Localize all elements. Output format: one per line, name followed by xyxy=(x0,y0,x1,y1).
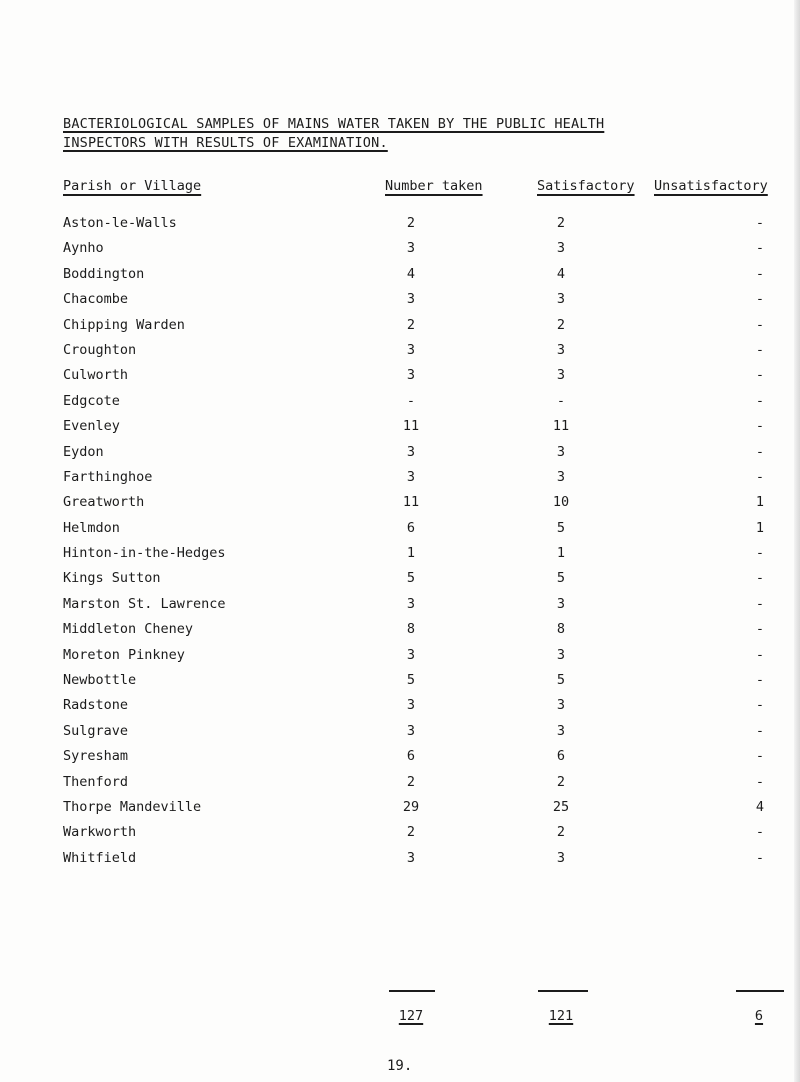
place-name: Chipping Warden xyxy=(63,316,185,333)
unsatisfactory-cell: 4 xyxy=(755,798,765,815)
table-row xyxy=(0,291,800,316)
satisfactory-cell: 3 xyxy=(556,849,566,866)
table-row xyxy=(0,799,800,824)
place-name: Chacombe xyxy=(63,291,129,308)
number-taken-cell: 3 xyxy=(406,341,416,358)
satisfactory-cell: 2 xyxy=(556,824,566,841)
document-title-line-1: BACTERIOLOGICAL SAMPLES OF MAINS WATER TAKEN BY THE PUBLIC HEALTH xyxy=(63,116,605,132)
satisfactory-cell: 6 xyxy=(556,748,566,765)
table-row xyxy=(0,697,800,722)
table-row xyxy=(0,824,800,849)
column-header-parish: Parish or Village xyxy=(63,178,202,194)
total-rule-satisfactory xyxy=(538,990,588,992)
satisfactory-cell: 8 xyxy=(556,621,566,638)
number-taken-cell: 3 xyxy=(406,722,416,739)
satisfactory-cell: 3 xyxy=(556,240,566,257)
number-taken-cell: 3 xyxy=(406,849,416,866)
place-name: Edgcote xyxy=(63,392,120,409)
unsatisfactory-cell: - xyxy=(755,341,765,358)
number-taken-cell: 3 xyxy=(406,697,416,714)
table-row xyxy=(0,342,800,367)
table-row xyxy=(0,494,800,519)
number-taken-cell: 5 xyxy=(406,570,416,587)
unsatisfactory-cell: - xyxy=(755,316,765,333)
table-row xyxy=(0,469,800,494)
document-title-line-2: INSPECTORS WITH RESULTS OF EXAMINATION. xyxy=(63,135,388,151)
unsatisfactory-cell: 1 xyxy=(755,519,765,536)
place-name: Greatworth xyxy=(63,494,145,511)
table-row xyxy=(0,367,800,392)
unsatisfactory-cell: - xyxy=(755,672,765,689)
place-name: Croughton xyxy=(63,341,137,358)
number-taken-cell: 3 xyxy=(406,367,416,384)
number-taken-cell: - xyxy=(406,392,416,409)
number-taken-cell: 2 xyxy=(406,215,416,231)
number-taken-cell: 2 xyxy=(406,824,416,841)
unsatisfactory-cell: - xyxy=(755,215,765,231)
table-row xyxy=(0,444,800,469)
column-header-unsatisfactory: Unsatisfactory xyxy=(654,178,768,194)
table-row xyxy=(0,266,800,291)
satisfactory-cell: - xyxy=(556,392,566,409)
place-name: Aynho xyxy=(63,240,104,257)
place-name: Culworth xyxy=(63,367,129,384)
satisfactory-cell: 5 xyxy=(556,519,566,536)
place-name: Eydon xyxy=(63,443,104,460)
unsatisfactory-cell: - xyxy=(755,468,765,485)
unsatisfactory-cell: 1 xyxy=(755,494,765,511)
satisfactory-cell: 3 xyxy=(556,595,566,612)
satisfactory-cell: 3 xyxy=(556,341,566,358)
number-taken-cell: 3 xyxy=(406,240,416,257)
number-taken-cell: 3 xyxy=(406,646,416,663)
place-name: Middleton Cheney xyxy=(63,621,194,638)
place-name: Newbottle xyxy=(63,672,137,689)
number-taken-cell: 6 xyxy=(406,519,416,536)
table-row xyxy=(0,418,800,443)
table-row xyxy=(0,748,800,773)
total-rule-unsatisfactory xyxy=(736,990,784,992)
satisfactory-cell: 2 xyxy=(556,215,566,231)
number-taken-cell: 6 xyxy=(406,748,416,765)
satisfactory-cell: 10 xyxy=(552,494,570,511)
place-name: Radstone xyxy=(63,697,129,714)
number-taken-cell: 29 xyxy=(402,798,420,815)
satisfactory-cell: 11 xyxy=(552,418,570,435)
satisfactory-cell: 3 xyxy=(556,646,566,663)
place-name: Evenley xyxy=(63,418,120,435)
total-satisfactory: 121 xyxy=(548,1008,574,1024)
place-name: Thenford xyxy=(63,773,129,790)
total-rule-number xyxy=(389,990,435,992)
number-taken-cell: 11 xyxy=(402,494,420,511)
total-number-taken: 127 xyxy=(398,1008,424,1024)
unsatisfactory-cell: - xyxy=(755,595,765,612)
results-table-body xyxy=(0,215,800,875)
satisfactory-cell: 3 xyxy=(556,367,566,384)
satisfactory-cell: 5 xyxy=(556,570,566,587)
satisfactory-cell: 1 xyxy=(556,545,566,562)
unsatisfactory-cell: - xyxy=(755,443,765,460)
number-taken-cell: 11 xyxy=(402,418,420,435)
satisfactory-cell: 2 xyxy=(556,316,566,333)
unsatisfactory-cell: - xyxy=(755,646,765,663)
place-name: Hinton-in-the-Hedges xyxy=(63,545,226,562)
unsatisfactory-cell: - xyxy=(755,849,765,866)
table-row xyxy=(0,317,800,342)
unsatisfactory-cell: - xyxy=(755,621,765,638)
satisfactory-cell: 2 xyxy=(556,773,566,790)
number-taken-cell: 2 xyxy=(406,773,416,790)
unsatisfactory-cell: - xyxy=(755,570,765,587)
unsatisfactory-cell: - xyxy=(755,697,765,714)
number-taken-cell: 8 xyxy=(406,621,416,638)
unsatisfactory-cell: - xyxy=(755,240,765,257)
place-name: Whitfield xyxy=(63,849,137,866)
column-header-number-taken: Number taken xyxy=(385,178,483,194)
satisfactory-cell: 5 xyxy=(556,672,566,689)
place-name: Warkworth xyxy=(63,824,137,841)
place-name: Moreton Pinkney xyxy=(63,646,185,663)
table-row xyxy=(0,520,800,545)
place-name: Boddington xyxy=(63,265,145,282)
satisfactory-cell: 3 xyxy=(556,722,566,739)
unsatisfactory-cell: - xyxy=(755,773,765,790)
number-taken-cell: 3 xyxy=(406,595,416,612)
unsatisfactory-cell: - xyxy=(755,722,765,739)
satisfactory-cell: 3 xyxy=(556,291,566,308)
unsatisfactory-cell: - xyxy=(755,545,765,562)
table-row xyxy=(0,545,800,570)
number-taken-cell: 3 xyxy=(406,468,416,485)
satisfactory-cell: 3 xyxy=(556,697,566,714)
number-taken-cell: 3 xyxy=(406,291,416,308)
number-taken-cell: 3 xyxy=(406,443,416,460)
unsatisfactory-cell: - xyxy=(755,824,765,841)
number-taken-cell: 2 xyxy=(406,316,416,333)
unsatisfactory-cell: - xyxy=(755,748,765,765)
satisfactory-cell: 4 xyxy=(556,265,566,282)
place-name: Aston-le-Walls xyxy=(63,215,177,231)
table-row xyxy=(0,240,800,265)
table-row xyxy=(0,621,800,646)
table-row xyxy=(0,672,800,697)
unsatisfactory-cell: - xyxy=(755,291,765,308)
satisfactory-cell: 25 xyxy=(552,798,570,815)
place-name: Marston St. Lawrence xyxy=(63,595,226,612)
unsatisfactory-cell: - xyxy=(755,392,765,409)
table-row xyxy=(0,570,800,595)
table-row xyxy=(0,596,800,621)
table-row xyxy=(0,850,800,875)
place-name: Farthinghoe xyxy=(63,468,153,485)
table-row xyxy=(0,393,800,418)
place-name: Sulgrave xyxy=(63,722,129,739)
unsatisfactory-cell: - xyxy=(755,367,765,384)
number-taken-cell: 5 xyxy=(406,672,416,689)
number-taken-cell: 4 xyxy=(406,265,416,282)
column-header-satisfactory: Satisfactory xyxy=(537,178,635,194)
place-name: Kings Sutton xyxy=(63,570,161,587)
table-row xyxy=(0,774,800,799)
table-row xyxy=(0,647,800,672)
satisfactory-cell: 3 xyxy=(556,468,566,485)
table-row xyxy=(0,723,800,748)
table-row xyxy=(0,215,800,240)
unsatisfactory-cell: - xyxy=(755,265,765,282)
unsatisfactory-cell: - xyxy=(755,418,765,435)
place-name: Syresham xyxy=(63,748,129,765)
total-unsatisfactory: 6 xyxy=(754,1008,764,1024)
place-name: Thorpe Mandeville xyxy=(63,798,202,815)
number-taken-cell: 1 xyxy=(406,545,416,562)
page-number: 19. xyxy=(387,1058,413,1074)
place-name: Helmdon xyxy=(63,519,120,536)
satisfactory-cell: 3 xyxy=(556,443,566,460)
